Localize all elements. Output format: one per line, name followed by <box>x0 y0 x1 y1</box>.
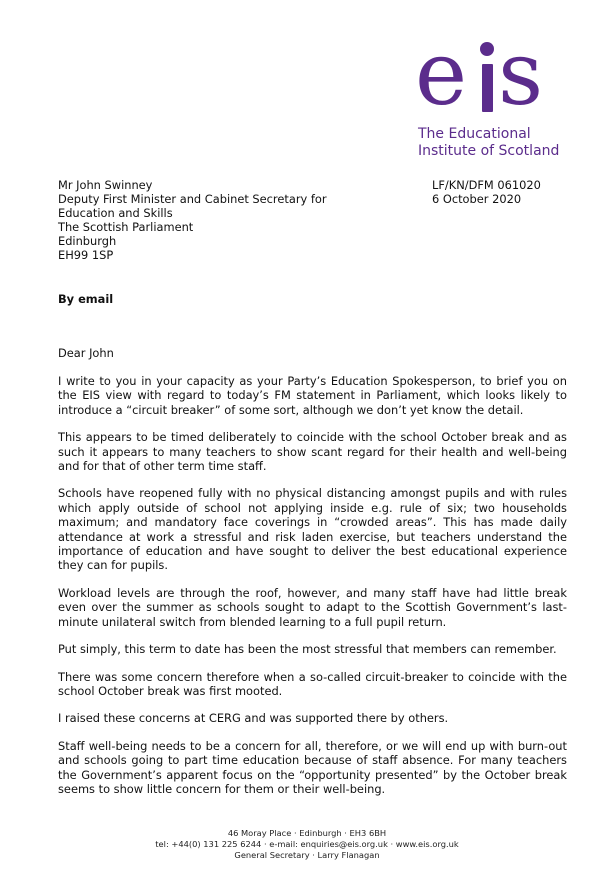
footer-general-secretary: General Secretary · Larry Flanagan <box>234 850 380 860</box>
recipient-line: EH99 1SP <box>58 248 114 262</box>
letter-body <box>58 374 567 809</box>
reference-code: LF/KN/DFM 061020 <box>432 178 541 192</box>
recipient-line: Mr John Swinney <box>58 178 153 192</box>
body-paragraph: Workload levels are through the roof, however, and many staff have had little break even over the summer as schools sought to adapt to the Scottish Government’s last-minute unilateral switch from blended learning to a full pupil return. <box>58 585 567 629</box>
body-paragraph: This appears to be timed deliberately to coincide with the school October break and as such it appears to many teachers to show scant regard for their health and well-being and for that of other term time staff. <box>58 430 567 474</box>
body-paragraph: Staff well-being needs to be a concern for all, therefore, or we will end up with burn-out and schools going to part time education because of staff absence. For many teachers the Government’s apparent focus on the “opportunity presented” by the October break seems to show little concern for them or their well-being. <box>58 738 567 796</box>
letter-date: 6 October 2020 <box>432 192 522 206</box>
delivery-method: By email <box>58 292 114 306</box>
recipient-line: The Scottish Parliament <box>58 220 194 234</box>
eis-logo-mark: e s <box>415 22 542 125</box>
footer-address: 46 Moray Place · Edinburgh · EH3 6BH <box>227 828 387 838</box>
salutation: Dear John <box>58 346 114 360</box>
body-paragraph: I raised these concerns at CERG and was supported there by others. <box>58 711 449 726</box>
org-name-line1: The Educational <box>418 126 531 142</box>
body-paragraph: I write to you in your capacity as your Party’s Education Spokesperson, to brief you on the EIS view with regard to today’s FM statement in Parliament, which looks likely to introduce a “circuit breaker” of some sort, although we don’t yet know the detail. <box>58 374 567 417</box>
recipient-line: Education and Skills <box>58 206 173 220</box>
body-paragraph: Put simply, this term to date has been the most stressful that members can remember. <box>58 642 557 657</box>
org-name-line2: Institute of Scotland <box>418 143 560 159</box>
body-paragraph: Schools have reopened fully with no physical distancing amongst pupils and with rules which apply outside of school not applying inside e.g. rule of six; two households maximum; and mandatory face coverings in “crowded areas”. This has made daily attendance at work a stressful and risk laden exercise, but teachers understand the importance of education and have sought to deliver the best educational experience they can for pupils. <box>58 486 567 573</box>
footer-contact: tel: +44(0) 131 225 6244 · e-mail: enquiries@eis.org.uk · www.eis.org.uk <box>155 839 459 849</box>
eis-logo <box>415 22 565 160</box>
recipient-address <box>58 178 327 262</box>
recipient-line: Edinburgh <box>58 234 117 248</box>
org-name <box>418 126 565 160</box>
body-paragraph: There was some concern therefore when a so-called circuit-breaker to coincide with the school October break was first mooted. <box>58 669 567 698</box>
letter-footer <box>0 828 614 861</box>
recipient-line: Deputy First Minister and Cabinet Secretary for <box>58 192 327 206</box>
reference-block <box>432 178 541 206</box>
